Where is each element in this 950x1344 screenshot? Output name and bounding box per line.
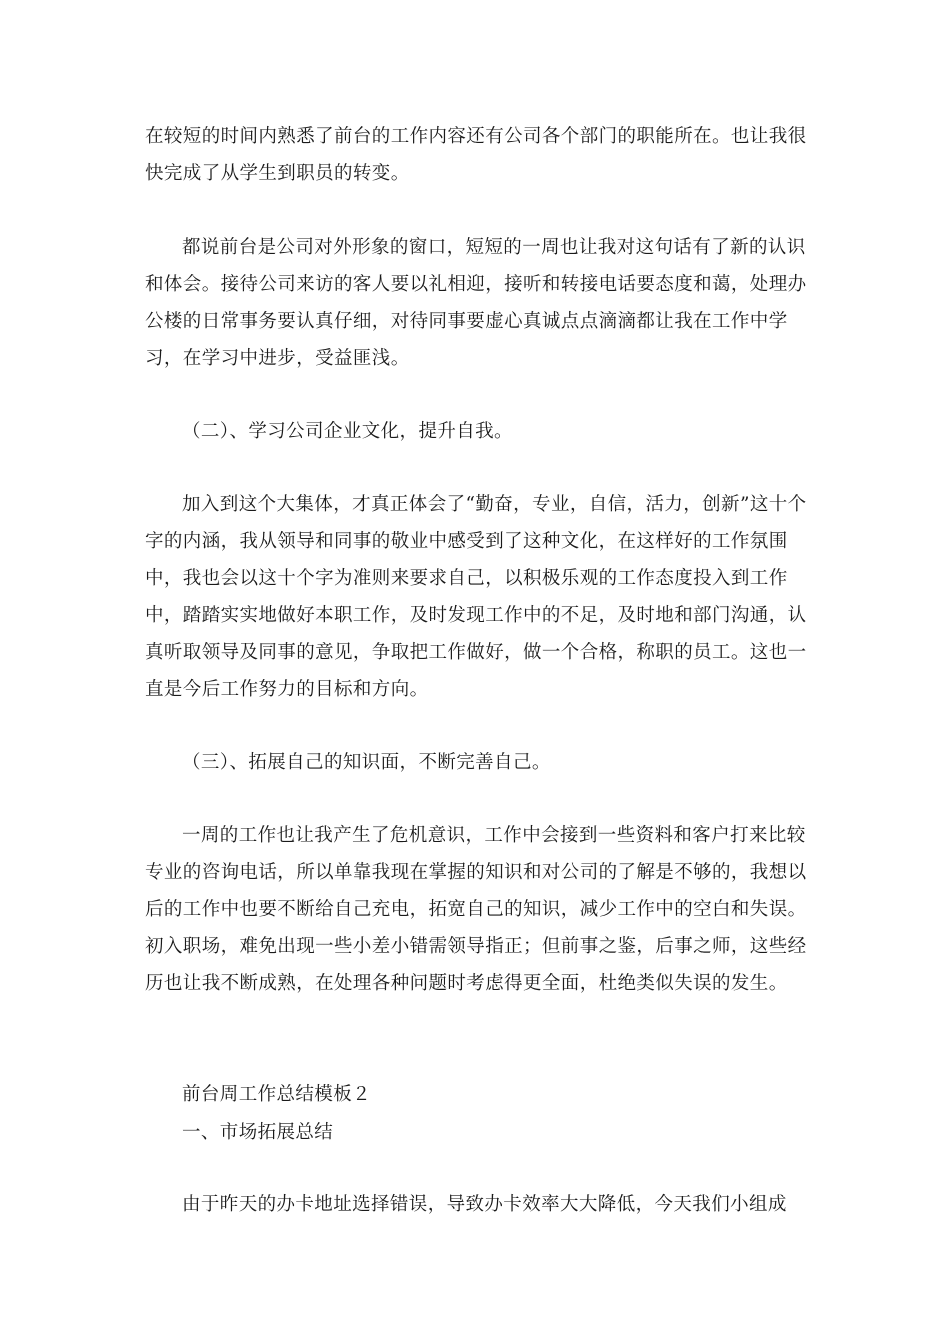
paragraph-company-culture: 加入到这个大集体，才真正体会了“勤奋，专业，自信，活力，创新”这十个字的内涵，我从领导和同事的敬业中感受到了这种文化，在这样好的工作氛围中，我也会以这十个字为准则来要求自己，以积极乐观的工作态度投入到工作中，踏踏实实地做好本职工作，及时发现工作中的不足，及时地和部门沟通，认真听取领导及同事的意见，争取把工作做好，做一个合格，称职的员工。这也一直是今后工作努力的目标和方向。	[145, 494, 807, 700]
section-heading-2: （二）、学习公司企业文化，提升自我。	[182, 421, 513, 442]
paragraph-card-address: 由于昨天的办卡地址选择错误，导致办卡效率大大降低，今天我们小组成	[182, 1194, 787, 1215]
paragraph-transition: 在较短的时间内熟悉了前台的工作内容还有公司各个部门的职能所在。也让我很快完成了从学生到职员的转变。	[145, 126, 807, 184]
template-title: 前台周工作总结模板２	[182, 1084, 372, 1105]
section-heading-3: （三）、拓展自己的知识面，不断完善自己。	[182, 752, 551, 773]
paragraph-front-desk-window: 都说前台是公司对外形象的窗口，短短的一周也让我对这句话有了新的认识和体会。接待公司来访的客人要以礼相迎，接听和转接电话要态度和蔼，处理办公楼的日常事务要认真仔细，对待同事要虚心真诚点点滴滴都让我在工作中学习，在学习中进步，受益匪浅。	[145, 237, 807, 369]
section-heading-market: 一、市场拓展总结	[182, 1122, 334, 1143]
paragraph-crisis-awareness: 一周的工作也让我产生了危机意识，工作中会接到一些资料和客户打来比较专业的咨询电话，所以单靠我现在掌握的知识和对公司的了解是不够的，我想以后的工作中也要不断给自己充电，拓宽自己的知识，减少工作中的空白和失误。初入职场，难免出现一些小差小错需领导指正；但前事之鉴，后事之师，这些经历也让我不断成熟，在处理各种问题时考虑得更全面，杜绝类似失误的发生。	[145, 825, 807, 994]
